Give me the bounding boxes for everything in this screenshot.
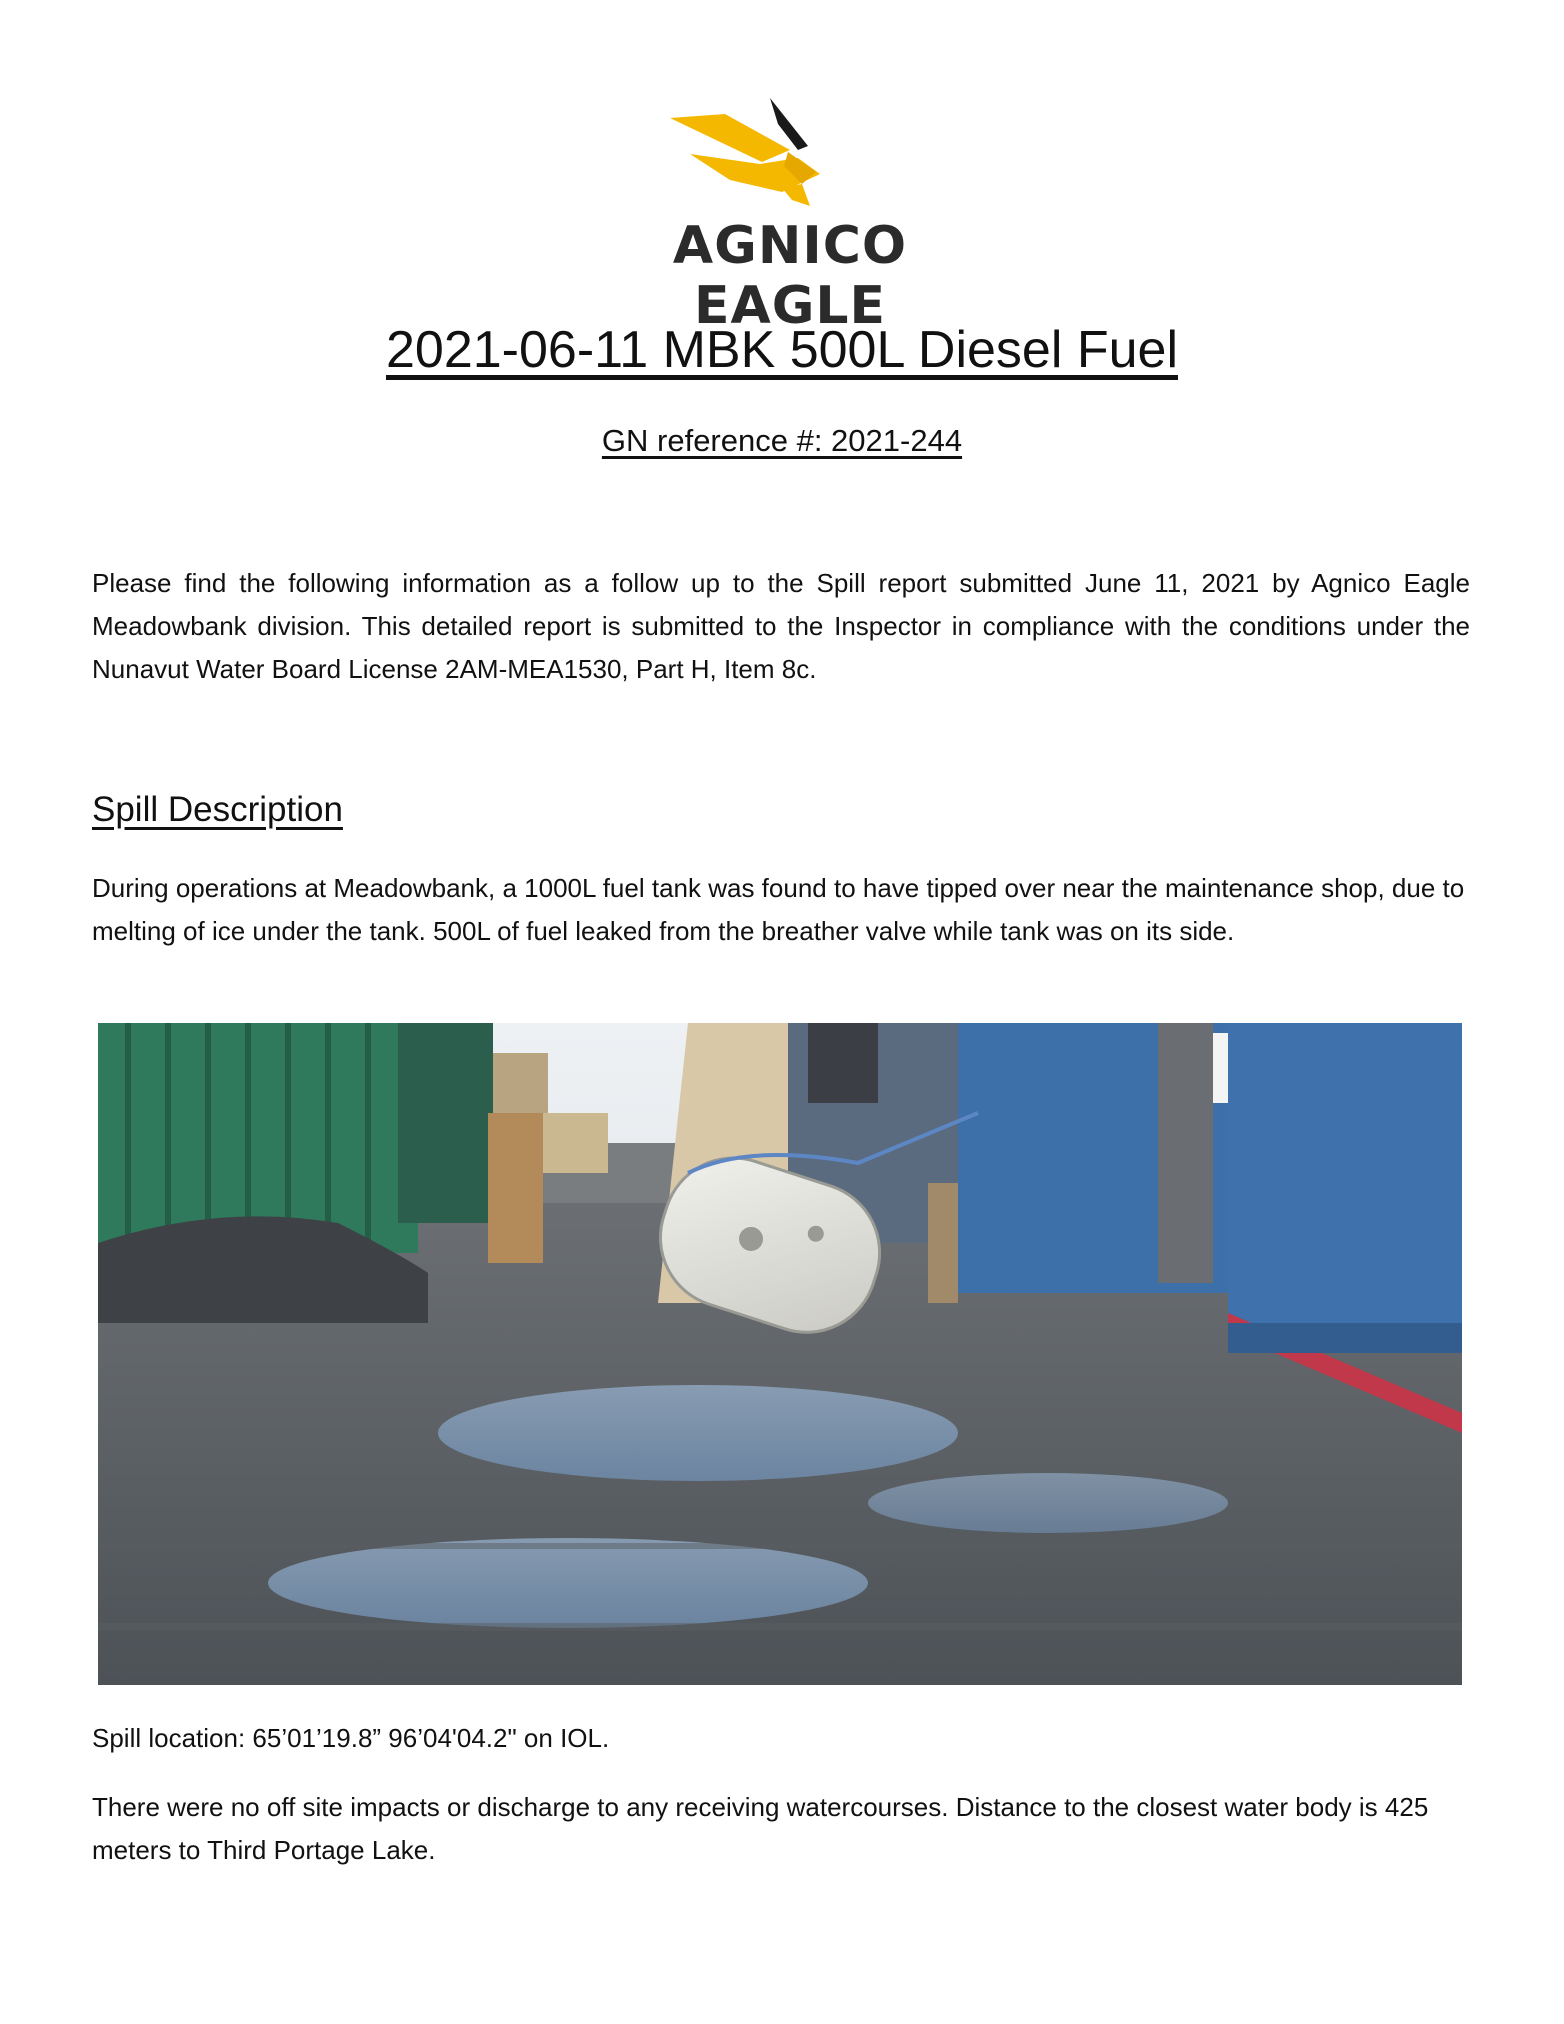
- intro-paragraph: Please find the following information as a follow up to the Spill report submitted June 11, 2021 by Agnico Eagle Meadowbank division. This detailed report is submitted to the Inspector in compliance with the conditions under the Nunavut Water Board License 2AM-MEA1530, Part H, Item 8c.: [92, 568, 1470, 684]
- spill-description-paragraph: During operations at Meadowbank, a 1000L fuel tank was found to have tipped over near the maintenance shop, due to melting of ice under the tank. 500L of fuel leaked from the breather valve while tank was on its side.: [92, 873, 1465, 946]
- impacts-paragraph: There were no off site impacts or discharge to any receiving watercourses. Distance to the closest water body is 425 meters to Third Portage Lake.: [92, 1792, 1429, 1865]
- logo-wordmark: AGNICO EAGLE: [672, 216, 908, 336]
- spill-location-text: Spill location: 65’01’19.8” 96’04'04.2" on IOL.: [92, 1723, 610, 1753]
- spill-site-photo: [98, 1023, 1462, 1685]
- company-logo: [580, 88, 1000, 336]
- section-heading-spill-description: Spill Description: [92, 790, 343, 829]
- document-title: 2021-06-11 MBK 500L Diesel Fuel: [385, 321, 1178, 379]
- gn-reference: GN reference #: 2021-244: [601, 423, 963, 458]
- spill-photo-illustration: [98, 1023, 1462, 1685]
- eagle-icon: [670, 88, 840, 208]
